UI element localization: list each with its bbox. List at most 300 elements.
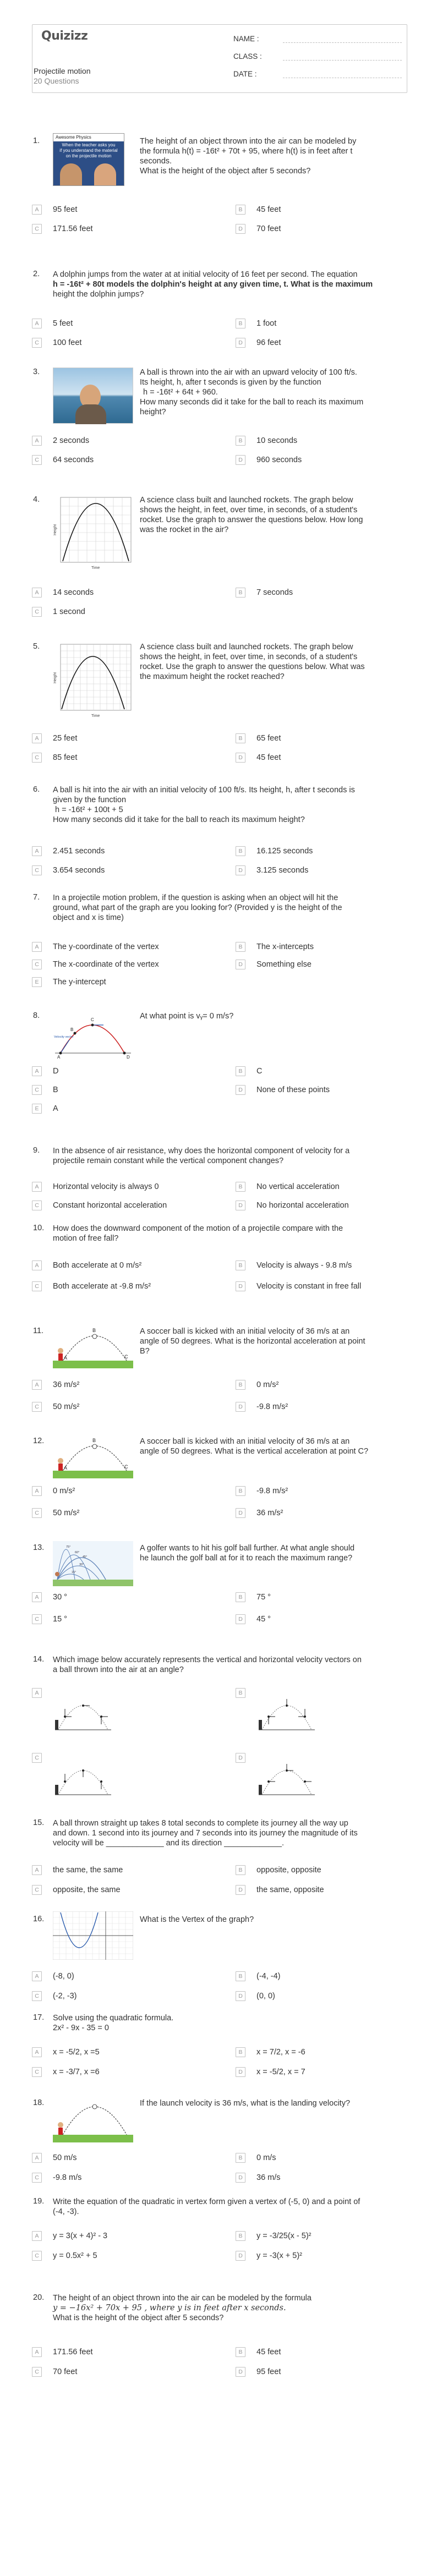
question-13	[32, 1543, 407, 1642]
question-text: A ball is thrown into the air with an upward velocity of 100 ft/s. Its height, h, after t seconds is given by the function h = -16t² + 64t + 960. How many seconds did it take for the ball to reach its maximum height?	[140, 368, 364, 416]
question-text: A dolphin jumps from the water at at initial velocity of 16 feet per second. The equation h = -16t² + 80t models the dolphin's height at any given time, t. What is the maximum height the dolphin jumps?	[53, 270, 373, 299]
option-letter-box: A	[32, 1260, 42, 1270]
answer-option-b[interactable]	[236, 1592, 401, 1605]
answer-option-c[interactable]	[32, 2367, 197, 2380]
meme-caption-4: on the projectile motion	[65, 154, 112, 158]
option-text: -9.8 m/s²	[256, 1402, 288, 1411]
option-letter-box: D	[236, 1991, 245, 2001]
option-text: The x-intercepts	[256, 942, 314, 951]
answer-option-a[interactable]	[32, 1066, 197, 1079]
option-text: (-4, -4)	[256, 1972, 281, 1981]
rocket-graph	[53, 495, 133, 571]
question-16	[32, 1915, 407, 2008]
y-axis-label: Height	[53, 672, 57, 683]
option-letter-box: C	[32, 1085, 42, 1095]
answer-option-b[interactable]	[236, 1486, 401, 1499]
question-12	[32, 1437, 407, 1536]
option-letter-box: D	[236, 1201, 245, 1210]
option-letter-box: B	[236, 588, 245, 598]
answer-option-d[interactable]	[236, 753, 401, 766]
point-a-label: A	[57, 1055, 61, 1060]
question-text: A science class built and launched rockets. The graph below shows the height, in feet, over time, in seconds, of a student's rocket. Use the graph to answer the questions below. How long was the rocket in the air?	[140, 496, 363, 534]
option-letter-box: C	[32, 1402, 42, 1412]
answer-option-b[interactable]	[236, 2347, 401, 2360]
point-b-label: B	[70, 1027, 74, 1032]
point-c-label: C	[91, 1017, 94, 1022]
option-letter-box: D	[236, 1281, 245, 1291]
option-letter-box: C	[32, 338, 42, 348]
question-text: A ball thrown straight up takes 8 total seconds to complete its journey all the way up and down. 1 second into its journey and 7 seconds into its journey the magnitude of its velocity will be _____________ and its direction _____________.	[53, 1819, 358, 1848]
option-text: opposite, the same	[53, 1886, 121, 1894]
question-text: Solve using the quadratic formula. 2x² - 9x - 35 = 0	[53, 2014, 174, 2032]
option-text: (-2, -3)	[53, 1992, 77, 2000]
answer-option-d[interactable]	[236, 2367, 401, 2380]
option-text: the same, opposite	[256, 1886, 324, 1894]
answer-option-e[interactable]	[32, 1104, 197, 1117]
answer-option-a[interactable]	[32, 2347, 197, 2360]
question-11	[32, 1327, 407, 1431]
answer-option-a[interactable]	[32, 1182, 197, 1195]
question-text: In a projectile motion problem, if the question is asking when an object will hit the ground, what part of the graph are you looking for? (Provided y is the height of the object and x is time)	[53, 894, 342, 922]
answer-option-c[interactable]	[32, 1281, 197, 1295]
class-field[interactable]	[233, 52, 404, 70]
question-number: 17.	[33, 2013, 45, 2022]
option-text: 50 m/s²	[53, 1509, 80, 1517]
question-number: 15.	[33, 1818, 45, 1827]
answer-option-b[interactable]	[236, 1260, 401, 1274]
answer-option-a[interactable]	[32, 436, 197, 449]
option-text: 45 °	[256, 1615, 271, 1624]
option-letter-box: D	[236, 1508, 245, 1518]
option-text: x = 7/2, x = -6	[256, 2048, 305, 2057]
option-letter-box: B	[236, 319, 245, 328]
option-letter-box: D	[236, 1753, 245, 1763]
answer-option-a[interactable]	[32, 588, 197, 601]
option-text: opposite, opposite	[256, 1866, 321, 1875]
option-text: Velocity is always - 9.8 m/s	[256, 1261, 352, 1270]
answer-option-d[interactable]	[236, 960, 401, 973]
point-a-label: A	[64, 1355, 68, 1361]
question-number: 8.	[33, 1011, 40, 1020]
answer-option-b[interactable]	[236, 846, 401, 859]
question-9	[32, 1146, 407, 1218]
option-text: Velocity is constant in free fall	[256, 1282, 362, 1291]
answer-option-c[interactable]	[32, 455, 197, 468]
option-text: 3.654 seconds	[53, 866, 105, 875]
option-text: (0, 0)	[256, 1992, 275, 2000]
question-text: How does the downward component of the motion of a projectile compare with the motion of free fall?	[53, 1224, 343, 1243]
option-text: None of these points	[256, 1086, 330, 1094]
point-c-label: C	[124, 1354, 128, 1360]
option-letter-box: A	[32, 319, 42, 328]
option-text: 45 feet	[256, 753, 281, 762]
answer-option-c[interactable]	[32, 753, 197, 766]
option-letter-box: A	[32, 733, 42, 743]
answer-option-a[interactable]	[32, 2231, 197, 2244]
answer-option-a[interactable]	[32, 1486, 197, 1499]
vector-diagram-d	[256, 1750, 317, 1797]
answer-option-d[interactable]	[236, 1885, 401, 1898]
option-text: y = 0.5x² + 5	[53, 2251, 97, 2260]
point-b-label: B	[92, 1438, 96, 1443]
question-5	[32, 642, 407, 762]
option-text: 70 feet	[256, 224, 281, 233]
meme-caption-1: Awesome Physics	[53, 134, 124, 141]
option-text: 171.56 feet	[53, 2348, 93, 2356]
answer-option-c[interactable]	[32, 1614, 197, 1627]
question-4	[32, 495, 407, 633]
option-letter-box: A	[32, 2047, 42, 2057]
option-letter-box: A	[32, 1971, 42, 1981]
answer-option-c[interactable]	[32, 2173, 197, 2186]
question-text: A ball is hit into the air with an initial velocity of 100 ft/s. Its height, h, after t seconds is given by the function h = -16t² + 100t + 5 How many seconds did it take for the ball to reach its maximum height?	[53, 786, 355, 824]
question-19	[32, 2197, 407, 2285]
option-text: 15 °	[53, 1615, 67, 1624]
answer-option-b[interactable]	[236, 436, 401, 449]
option-letter-box: A	[32, 1182, 42, 1192]
question-number: 9.	[33, 1146, 40, 1155]
option-letter-box: B	[236, 2047, 245, 2057]
option-text: x = -3/7, x =6	[53, 2068, 100, 2076]
answer-option-d[interactable]	[236, 865, 401, 879]
option-letter-box: A	[32, 588, 42, 598]
option-text: -9.8 m/s	[53, 2173, 82, 2182]
option-letter-box: C	[32, 1885, 42, 1895]
answer-option-c[interactable]	[32, 1085, 197, 1098]
question-3	[32, 368, 407, 483]
answer-option-c[interactable]	[32, 1508, 197, 1521]
answer-option-a[interactable]	[32, 846, 197, 859]
option-letter-box: A	[32, 2231, 42, 2241]
option-letter-box: B	[236, 2153, 245, 2163]
point-a-label: A	[64, 1465, 68, 1471]
option-text: 70 feet	[53, 2367, 78, 2376]
answer-option-d[interactable]	[236, 2067, 401, 2080]
question-number: 5.	[33, 642, 40, 651]
option-letter-box: A	[32, 1486, 42, 1496]
answer-option-b[interactable]	[236, 942, 401, 955]
answer-option-d[interactable]	[236, 338, 401, 351]
vector-diagram-c	[53, 1750, 113, 1797]
option-letter-box: C	[32, 2251, 42, 2261]
option-text: The x-coordinate of the vertex	[53, 960, 159, 969]
answer-option-a[interactable]	[32, 205, 197, 218]
answer-option-a[interactable]	[32, 1380, 197, 1393]
answer-option-a[interactable]	[32, 2153, 197, 2166]
option-letter-box: B	[236, 1380, 245, 1390]
answer-option-d[interactable]	[236, 2251, 401, 2264]
answer-option-b[interactable]	[236, 1182, 401, 1195]
option-text: y = -3/25(x - 5)²	[256, 2232, 312, 2240]
option-letter-box: C	[32, 2173, 42, 2183]
option-letter-box: C	[32, 1753, 42, 1763]
answer-option-c[interactable]	[32, 2251, 197, 2264]
answer-option-a[interactable]	[32, 2047, 197, 2060]
option-letter-box: A	[32, 1688, 42, 1698]
option-text: 36 m/s²	[53, 1380, 80, 1389]
option-text: 30 °	[53, 1593, 67, 1602]
option-letter-box: E	[32, 977, 42, 987]
answer-option-a[interactable]	[32, 1865, 197, 1878]
question-number: 19.	[33, 2197, 45, 2206]
answer-option-c[interactable]	[32, 960, 197, 973]
option-text: 0 m/s²	[53, 1487, 75, 1495]
option-text: x = -5/2, x =5	[53, 2048, 100, 2057]
option-text: x = -5/2, x = 7	[256, 2068, 305, 2076]
question-text: In the absence of air resistance, why does the horizontal component of velocity for a projectile remain constant while the vertical component changes?	[53, 1147, 350, 1165]
name-field[interactable]	[233, 35, 404, 52]
option-letter-box: D	[236, 2251, 245, 2261]
date-field[interactable]	[233, 70, 404, 87]
option-letter-box: C	[32, 1201, 42, 1210]
option-text: Horizontal velocity is always 0	[53, 1182, 159, 1191]
option-letter-box: D	[236, 2067, 245, 2077]
answer-option-c[interactable]	[32, 1991, 197, 2004]
option-letter-box: B	[236, 733, 245, 743]
option-letter-box: D	[236, 1614, 245, 1624]
answer-option-c[interactable]	[32, 865, 197, 879]
answer-option-a[interactable]	[32, 942, 197, 955]
option-letter-box: B	[236, 2231, 245, 2241]
option-text: D	[53, 1067, 59, 1076]
vector-diagram-b	[256, 1685, 317, 1732]
answer-option-a[interactable]	[32, 733, 197, 747]
question-number: 2.	[33, 270, 40, 278]
answer-option-b[interactable]	[236, 2153, 401, 2166]
answer-option-d[interactable]	[236, 455, 401, 468]
option-text: 50 m/s²	[53, 1402, 80, 1411]
answer-option-b[interactable]	[236, 588, 401, 601]
angle-45-label: 45°	[83, 1555, 88, 1559]
answer-option-d[interactable]	[236, 2173, 401, 2186]
option-text: 45 feet	[256, 2348, 281, 2356]
student-fields	[233, 35, 404, 87]
option-letter-box: D	[236, 455, 245, 465]
answer-option-d[interactable]	[236, 1508, 401, 1521]
answer-option-c[interactable]	[32, 2067, 197, 2080]
option-text: 0 m/s²	[256, 1380, 279, 1389]
answer-option-d[interactable]	[236, 1085, 401, 1098]
option-text: B	[53, 1086, 58, 1094]
question-number: 18.	[33, 2098, 45, 2107]
option-text: 95 feet	[256, 2367, 281, 2376]
option-letter-box: D	[236, 1402, 245, 1412]
option-text: 75 °	[256, 1593, 271, 1602]
option-letter-box: C	[32, 960, 42, 969]
x-axis-label: Time	[91, 566, 100, 570]
option-letter-box: D	[236, 753, 245, 763]
option-text: No horizontal acceleration	[256, 1201, 349, 1210]
answer-option-d[interactable]	[236, 1201, 401, 1214]
option-text: 36 m/s²	[256, 1509, 283, 1517]
option-letter-box: C	[32, 607, 42, 617]
option-text: 10 seconds	[256, 436, 298, 445]
option-text: 95 feet	[53, 205, 78, 214]
option-text: 65 feet	[256, 734, 281, 743]
option-text: Constant horizontal acceleration	[53, 1201, 167, 1210]
vector-diagram-a	[53, 1685, 113, 1732]
question-count: 20 Questions	[34, 76, 79, 85]
option-text: 5 feet	[53, 319, 73, 328]
option-text: -9.8 m/s²	[256, 1487, 288, 1495]
answer-option-d[interactable]	[236, 1281, 401, 1295]
point-b-label: B	[92, 1328, 96, 1333]
option-letter-box: B	[236, 1865, 245, 1875]
question-number: 6.	[33, 785, 40, 794]
angle-30-label: 30°	[79, 1563, 84, 1566]
answer-option-c[interactable]	[32, 607, 197, 620]
quizizz-logo: Quizizz	[41, 29, 88, 43]
option-letter-box: D	[236, 960, 245, 969]
option-text: 45 feet	[256, 205, 281, 214]
option-text: 3.125 seconds	[256, 866, 309, 875]
option-text: 36 m/s	[256, 2173, 281, 2182]
answer-option-a[interactable]	[32, 1592, 197, 1605]
option-text: No vertical acceleration	[256, 1182, 340, 1191]
answer-option-d[interactable]	[236, 224, 401, 237]
question-text: What is the Vertex of the graph?	[140, 1915, 254, 1924]
option-letter-box: C	[32, 1281, 42, 1291]
question-2	[32, 270, 407, 352]
answer-option-c[interactable]	[32, 1402, 197, 1415]
option-letter-box: D	[236, 224, 245, 234]
question-number: 7.	[33, 893, 40, 902]
question-number: 20.	[33, 2293, 45, 2302]
class-label: CLASS :	[233, 52, 262, 61]
velocity-vector-label: Velocity vector	[54, 1035, 74, 1039]
option-letter-box: C	[32, 2367, 42, 2377]
answer-option-d[interactable]	[236, 1402, 401, 1415]
option-text: 1 foot	[256, 319, 277, 328]
option-letter-box: D	[236, 2367, 245, 2377]
option-letter-box: A	[32, 436, 42, 446]
option-text: The y-coordinate of the vertex	[53, 942, 159, 951]
worksheet-title: Projectile motion	[34, 67, 91, 75]
option-letter-box: C	[32, 1991, 42, 2001]
option-text: A	[53, 1104, 58, 1113]
date-label: DATE :	[233, 70, 257, 78]
option-text: (-8, 0)	[53, 1972, 74, 1981]
option-letter-box: A	[32, 846, 42, 856]
answer-option-b[interactable]	[236, 2047, 401, 2060]
question-20	[32, 2293, 407, 2398]
trajectory-diagram	[53, 1009, 133, 1060]
answer-option-a[interactable]	[32, 1971, 197, 1985]
answer-option-b[interactable]	[236, 2231, 401, 2244]
option-text: y = -3(x + 5)²	[256, 2251, 302, 2260]
option-text: 100 feet	[53, 338, 82, 347]
question-text: A soccer ball is kicked with an initial velocity of 36 m/s at an angle of 50 degrees. What is the vertical acceleration at point C?	[140, 1437, 369, 1456]
question-8	[32, 1011, 407, 1143]
soccer-diagram	[53, 1324, 133, 1368]
answer-option-c[interactable]	[32, 1885, 197, 1898]
question-14	[32, 1655, 407, 1815]
option-text: 96 feet	[256, 338, 281, 347]
option-text: 2 seconds	[53, 436, 90, 445]
answer-option-b[interactable]	[236, 1865, 401, 1878]
worksheet-header	[32, 24, 407, 93]
option-letter-box: B	[236, 1971, 245, 1981]
question-7	[32, 893, 407, 997]
question-number: 1.	[33, 136, 40, 145]
soccer-diagram	[53, 1434, 133, 1478]
option-letter-box: D	[236, 865, 245, 875]
option-letter-box: A	[32, 2347, 42, 2357]
option-letter-box: B	[236, 436, 245, 446]
angle-60-label: 60°	[75, 1551, 80, 1554]
angle-75-label: 75°	[66, 1545, 71, 1549]
answer-option-b[interactable]	[236, 733, 401, 747]
option-text: C	[256, 1067, 263, 1076]
option-letter-box: C	[32, 865, 42, 875]
answer-option-b[interactable]	[236, 205, 401, 218]
option-text: Something else	[256, 960, 312, 969]
answer-option-b[interactable]	[236, 1380, 401, 1393]
option-letter-box: C	[32, 224, 42, 234]
option-letter-box: D	[236, 338, 245, 348]
option-text: y = 3(x + 4)² - 3	[53, 2232, 108, 2240]
option-letter-box: C	[32, 1614, 42, 1624]
option-text: Both accelerate at -9.8 m/s²	[53, 1282, 151, 1291]
option-letter-box: B	[236, 205, 245, 215]
answer-option-c[interactable]	[32, 224, 197, 237]
option-text: The y-intercept	[53, 978, 106, 986]
question-number: 10.	[33, 1224, 45, 1232]
option-letter-box: A	[32, 205, 42, 215]
option-text: 16.125 seconds	[256, 847, 313, 856]
answer-option-e[interactable]	[32, 977, 197, 990]
option-letter-box: D	[236, 1085, 245, 1095]
answer-option-b[interactable]	[236, 1971, 401, 1985]
answer-option-a[interactable]	[32, 1260, 197, 1274]
option-letter-box: C	[32, 753, 42, 763]
question-text: The height of an object thrown into the air can be modeled by the formula y = −16x² + 70x + 95 , where y is in feet after x seconds. What is the height of the object after 5 seconds?	[53, 2294, 312, 2322]
answer-option-b[interactable]	[236, 1066, 401, 1079]
meme-caption-2: When the teacher asks you	[62, 142, 116, 147]
question-number: 11.	[33, 1327, 44, 1335]
question-10	[32, 1224, 407, 1312]
answer-option-d[interactable]	[236, 1614, 401, 1627]
option-letter-box: D	[236, 1885, 245, 1895]
option-text: 2.451 seconds	[53, 847, 105, 856]
question-text: If the launch velocity is 36 m/s, what is the landing velocity?	[140, 2099, 351, 2108]
answer-option-d[interactable]	[236, 1991, 401, 2004]
answer-option-a[interactable]	[32, 319, 197, 332]
golf-trajectories	[53, 1541, 133, 1586]
option-text: 171.56 feet	[53, 224, 93, 233]
option-text: 0 m/s	[256, 2153, 276, 2162]
question-number: 3.	[33, 368, 40, 376]
parabola-graph	[53, 1911, 133, 1960]
answer-option-b[interactable]	[236, 319, 401, 332]
answer-option-c[interactable]	[32, 1201, 197, 1214]
question-15	[32, 1818, 407, 1906]
option-letter-box: B	[236, 942, 245, 952]
option-text: 1 second	[53, 607, 85, 616]
question-number: 14.	[33, 1655, 45, 1664]
option-letter-box: B	[236, 1182, 245, 1192]
option-text: 960 seconds	[256, 456, 302, 464]
option-letter-box: C	[32, 2067, 42, 2077]
person-photo	[53, 368, 133, 424]
option-letter-box: A	[32, 1066, 42, 1076]
angle-15-label: 15°	[72, 1571, 77, 1574]
answer-option-c[interactable]	[32, 338, 197, 351]
option-letter-box: B	[236, 1592, 245, 1602]
question-text: The height of an object thrown into the air can be modeled by the formula h(t) = -16t² + 70t + 95, where h(t) is in feet after t seconds. What is the height of the object after 5 seconds?	[140, 137, 357, 176]
question-text: A science class built and launched rockets. The graph below shows the height, in feet, over time, in seconds, of a student's rocket. Use the graph to answer the questions below. What was the maximum height the rocket reached?	[140, 643, 365, 681]
option-text: 85 feet	[53, 753, 78, 762]
